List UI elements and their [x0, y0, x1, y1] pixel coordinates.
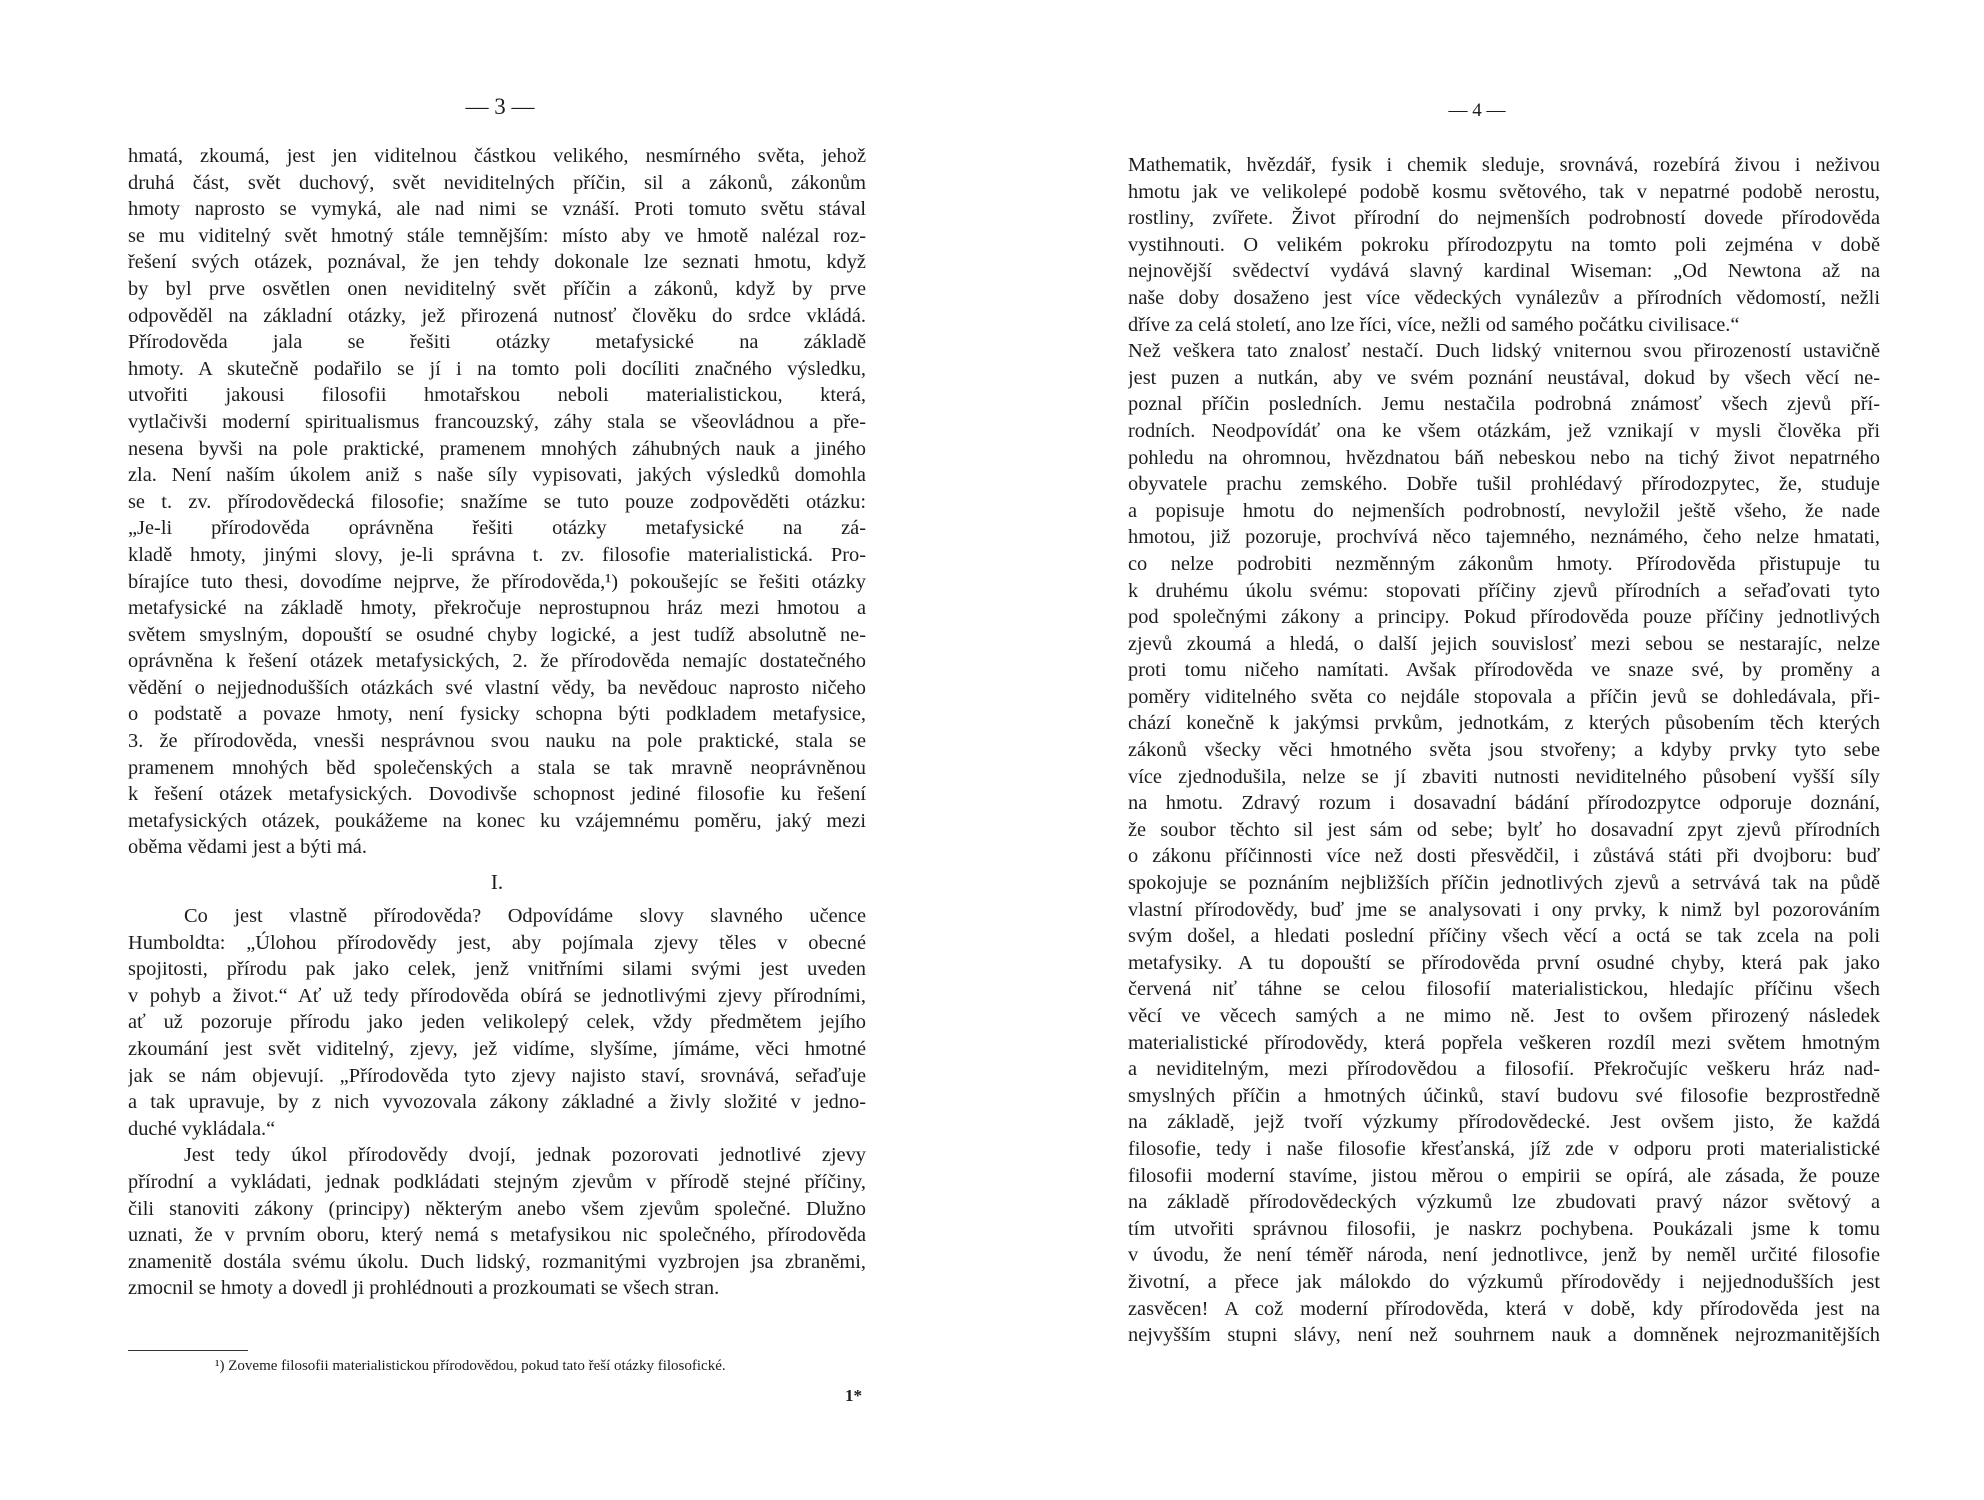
text-line: na hmotu. Zdravý rozum i dosavadní bádání přírodozpytce odporuje doznání, [1128, 792, 1880, 815]
text-line: Než veškera tato znalosť nestačí. Duch lidský vniternou svou přirozeností ustavičně [1128, 340, 1880, 363]
text-line: o zákonu příčinnosti více než dosti přesvědčil, i zůstává státi při dvojboru: buď [1128, 845, 1880, 868]
text-line: hmoty. A skutečně podařilo se jí i na tomto poli docíliti značného výsledku, [128, 357, 866, 380]
footnote: ¹) Zoveme filosofii materialistickou přírodovědou, pokud tato řeší otázky filosofické. [215, 1358, 726, 1374]
text-line: hmotu jak ve velikolepé podobě kosmu světového, tak v nepatrné podobě nerostu, [1128, 180, 1880, 203]
text-line: k druhému úkolu svému: stopovati příčiny zjevů přírodních a seřaďovati tyto [1128, 579, 1880, 602]
text-line: proti tomu ničeho namítati. Avšak přírodověda ve snaze své, by proměny a [1128, 659, 1880, 682]
text-line: rostliny, zvířete. Život přírodní do nejmenších podrobností dovede přírodověda [1128, 207, 1880, 230]
text-line: Mathematik, hvězdář, fysik i chemik sleduje, srovnává, rozebírá živou i neživou [1128, 154, 1880, 176]
text-line: vědění o nejjednodušších otázkách své vlastní vědy, ba nevědouc naprosto ničeho [128, 676, 866, 699]
text-line: v úvodu, že není téměř národa, není jednotlivce, jenž by neměl určité filosofie [1128, 1244, 1880, 1267]
text-line: oprávněna k řešení otázek metafysických, 2. že přírodověda nemajíc dostatečného [128, 650, 866, 673]
text-line: znamenitě dostála svému úkolu. Duch lidský, rozmanitými vyzbrojen jsa zbraněmi, [128, 1250, 866, 1273]
text-line: se t. zv. přírodovědecká filosofie; snažíme se tuto pouze zodpověděti otázku: [128, 490, 866, 513]
text-line: zkoumání jest svět viditelný, zjevy, jež vidíme, slyšíme, jímáme, věci hmotné [128, 1038, 866, 1060]
section-heading: I. [490, 870, 504, 895]
paragraph-section-one [128, 903, 866, 1302]
text-line: nejnovější svědectví vydává slavný kardinal Wiseman: „Od Newtona až na [1128, 260, 1880, 283]
text-line: vytlačivši moderní spiritualismus francouzský, záhy stala se všeovládnou a pře- [128, 410, 866, 433]
text-line: a neviditelným, mezi přírodovědou a filosofií. Překročujíc veškeru hráz nad- [1128, 1058, 1880, 1081]
text-line: Co jest vlastně přírodověda? Odpovídáme slovy slavného učence [184, 905, 866, 928]
text-line: nejvyšším stupni slávy, není než souhrnem nauk a domněnek nejrozmanitějších [1128, 1324, 1880, 1347]
text-line: pohledu na ohromnou, hvězdnatou báň nebeskou nebo na tichý život nepatrného [1128, 446, 1880, 469]
text-line: obyvatele prachu zemského. Dobře tušil prohlédavý přírodozpytec, že, studuje [1128, 473, 1880, 496]
text-line: oběma vědami jest a býti má. [128, 836, 367, 859]
text-line: rodních. Neodpovídáť ona ke všem otázkám, jež vznikají v mysli člověka při [1128, 419, 1880, 442]
text-line: přírodní a vykládati, jednak podkládati stejným zjevům v přírodě stejné příčiny, [128, 1170, 866, 1193]
text-line: smyslných příčin a hmotných účinků, staví budovu své filosofie bezprostředně [1128, 1084, 1880, 1107]
text-line: Jest tedy úkol přírodovědy dvojí, jednak pozorovati jednotlivé zjevy [184, 1144, 866, 1167]
text-line: světem smyslným, dopouští se osudné chyby logické, a jest tudíž absolutně ne- [128, 623, 866, 646]
text-line: životní, a přece jak málokdo do výzkumů přírodovědy i nejjednodušších jest [1128, 1270, 1880, 1293]
text-line: řešení svých otázek, poznával, že jen tehdy dokonale lze seznati hmotu, když [128, 251, 866, 274]
text-line: duché vykládala.“ [128, 1117, 276, 1140]
text-line: Humboldta: „Úlohou přírodovědy jest, aby pojímala zjevy těles v obecné [128, 931, 866, 954]
text-line: že soubor těchto sil jest sám od sebe; bylť ho dosavadní zpyt zjevů přírodních [1128, 818, 1880, 841]
text-line: hmotou, již pozoruje, prochvívá něco tajemného, neznámého, čeho nelze hmatati, [1128, 526, 1880, 549]
text-line: v pohyb a život.“ Ať už tedy přírodověda obírá se jednotlivými zjevy přírodními, [128, 984, 866, 1007]
text-line: zla. Není naším úkolem aniž s naše síly vypisovati, jakých výsledků domohla [128, 464, 866, 487]
text-line: druhá část, svět duchový, svět neviditelných příčin, sil a zákonů, zákonům [128, 171, 866, 194]
text-line: červená niť táhne se celou filosofií materialistickou, hledajíc příčinu všech [1128, 978, 1880, 1001]
paragraph-continued [1128, 152, 1880, 1349]
text-line: na základě, jejž tvoří výzkumy přírodovědecké. Jest ovšem jisto, že každá [1128, 1111, 1880, 1134]
text-line: vystihnouti. O velikém pokroku přírodozpytu na tomto poli zejména v době [1128, 233, 1880, 256]
text-line: filosofie, tedy i naše filosofie křesťanská, jíž zde v odporu proti materialistické [1128, 1137, 1880, 1160]
text-line: co nelze podrobiti nezměnným zákonům hmoty. Přírodověda přistupuje tu [1128, 552, 1880, 575]
text-line: čili stanoviti zákony (principy) některým anebo všem zjevům společné. Dlužno [128, 1197, 866, 1220]
page-number: — 3 — [465, 94, 535, 119]
text-line: více zjednodušila, nelze se jí zbaviti nutnosti neviditelného působení vyšší síly [1128, 765, 1880, 788]
text-line: by byl prve osvětlen onen neviditelný svět příčin a zákonů, když by prve [128, 277, 866, 300]
paragraph-intro [128, 143, 866, 861]
text-line: zákonů všecky věci hmotného světa jsou stvořeny; a kdyby prvky tyto sebe [1128, 739, 1880, 762]
text-line: materialistické přírodovědy, která popřela veškeren rozdíl mezi světem hmotným [1128, 1031, 1880, 1054]
text-line: poměry viditelného světa co nejdále stopovala a příčin jevů se dohledávala, při- [1128, 685, 1880, 708]
right-page [992, 0, 1984, 1500]
text-line: chází konečně k jakýmsi prvkům, jednotkám, z kterých působením těch kterých [1128, 712, 1880, 735]
text-line: odpověděl na základní otázky, jež přirozená nutnosť člověku do srdce vkládá. [128, 304, 866, 327]
text-line: spokojuje se poznáním nejbližších příčin jednotlivých zjevů a setrvává tak na půdě [1128, 872, 1880, 895]
text-line: zmocnil se hmoty a dovedl ji prohlédnouti a prozkoumati se všech stran. [128, 1277, 720, 1300]
text-line: svým došel, a hledati poslední příčiny všech věcí a octá se tak zcela na poli [1128, 925, 1880, 948]
text-line: poznal příčin posledních. Jemu nestačila podrobná známosť všech zjevů pří- [1128, 393, 1880, 416]
text-line: ať už pozoruje přírodu jako jeden velikolepý celek, vždy předmětem jejího [128, 1011, 866, 1034]
text-line: zjevů zkoumá a hledá, o další jejich souvislosť mezi sebou se nestarajíc, nelze [1128, 632, 1880, 655]
text-line: vlastní přírodovědy, buď jme se analysovati i ony prvky, k nimž byl pozorováním [1128, 898, 1880, 921]
page-number: — 4 — [1448, 100, 1506, 121]
text-line: metafysické na základě hmoty, překročuje neprostupnou hráz mezi hmotou a [128, 597, 866, 620]
text-line: utvořiti jakousi filosofii hmotařskou neboli materialistickou, která, [128, 384, 866, 407]
text-line: uznati, že v prvním oboru, který nemá s metafysikou nic společného, přírodověda [128, 1224, 866, 1247]
signature-mark: 1* [845, 1386, 862, 1405]
text-line: spojitosti, přírodu pak jako celek, jenž vnitřními silami svými jest uveden [128, 958, 866, 981]
text-line: „Je-li přírodověda oprávněna řešiti otázky metafysické na zá- [128, 517, 866, 540]
text-line: filosofii moderní stavíme, jistou měrou o empirii se opírá, ale zásada, že pouze [1128, 1164, 1880, 1187]
text-line: bírajíce tuto thesi, dovodíme nejprve, že přírodověda,¹) pokoušejíc se řešiti otázky [128, 570, 866, 593]
text-line: metafysických otázek, poukážeme na konec ku vzájemnému poměru, jaký mezi [128, 809, 866, 832]
text-line: naše doby dosaženo jest více vědeckých vynálezův a přírodních vědomostí, nežli [1128, 286, 1880, 309]
text-line: na základě přírodovědeckých výzkumů lze zbudovati pravý názor světový a [1128, 1191, 1880, 1214]
text-line: zasvěcen! A což moderní přírodověda, která v době, kdy přírodověda jest na [1128, 1297, 1880, 1320]
text-line: pod společnými zákony a principy. Pokud přírodověda pouze příčiny jednotlivých [1128, 606, 1880, 629]
text-line: o podstatě a povaze hmoty, není fysicky schopna býti podkladem metafysice, [128, 703, 866, 726]
text-line: hmoty naprosto se vymyká, ale nad nimi se vznáší. Proti tomuto světu stával [128, 198, 866, 221]
text-line: 3. že přírodověda, vnesši nesprávnou svou nauku na pole praktické, stala se [128, 730, 866, 753]
text-line: a tak upravuje, by z nich vyvozovala zákony základné a živly složité v jedno- [128, 1091, 866, 1114]
text-line: k řešení otázek metafysických. Dovodivše schopnost jediné filosofie ku řešení [128, 783, 866, 806]
text-line: kladě hmoty, jinými slovy, je-li správna t. zv. filosofie materialistická. Pro- [128, 543, 866, 566]
text-line: hmatá, zkoumá, jest jen viditelnou částkou velikého, nesmírného světa, jehož [128, 145, 866, 167]
text-line: nesena byvši na pole praktické, pramenem mnohých záhubných nauk a jiného [128, 437, 866, 460]
text-line: se mu viditelný svět hmotný stále temnějším: místo aby ve hmotě nalézal roz- [128, 224, 866, 247]
right-body [1128, 152, 1880, 1349]
text-line: jak se nám objevují. „Přírodověda tyto zjevy najisto staví, srovnává, seřaďuje [128, 1064, 866, 1087]
left-body [128, 143, 866, 1302]
footnote-rule [128, 1350, 248, 1351]
text-line: věcí ve věcech samých a ne mimo ně. Jest to ovšem přirozený následek [1128, 1005, 1880, 1027]
text-line: metafysiky. A tu dopouští se přírodověda první osudné chyby, která pak jako [1128, 951, 1880, 974]
text-line: a popisuje hmotu do nejmenších podrobností, nevyložil ještě všeho, že nade [1128, 499, 1880, 522]
text-line: Přírodověda jala se řešiti otázky metafysické na základě [128, 331, 866, 354]
text-line: dříve za celá století, ano lze říci, více, nežli od samého počátku civilisace.“ [1128, 313, 1740, 336]
text-line: pramenem mnohých běd společenských a stala se tak mravně neoprávněnou [128, 756, 866, 779]
text-line: jest puzen a nutkán, aby ve svém poznání neustával, dokud by všech věcí ne- [1128, 366, 1880, 389]
text-line: tím utvořiti správnou filosofii, je naskrz pochybena. Poukázali jsme k tomu [1128, 1217, 1880, 1240]
